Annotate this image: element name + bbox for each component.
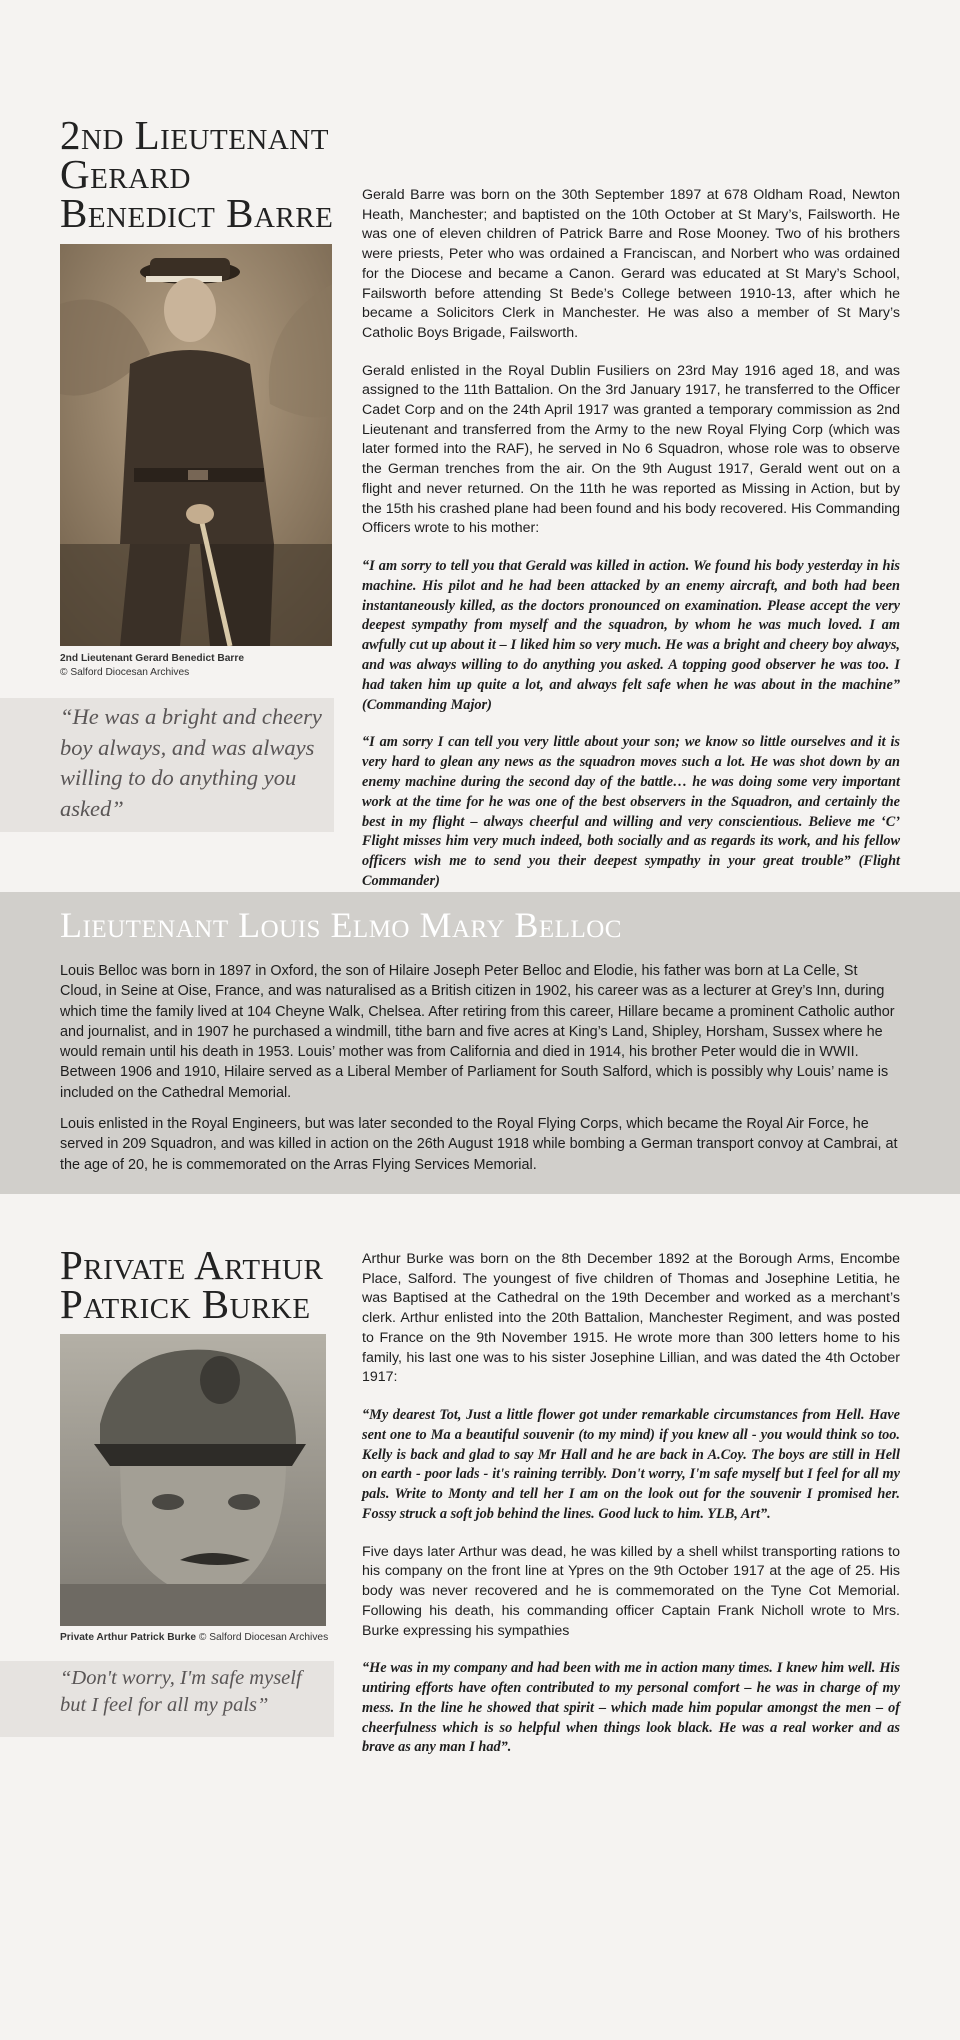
burke-photo bbox=[60, 1334, 326, 1626]
barre-quote-commanding-major: “I am sorry to tell you that Gerald was killed in action. We found his body yesterday in his machine. His pilot and he had been attacked by an enemy aircraft, and both had been instantaneously killed, as the doctors pronounced on examination. Please accept the very deepest sympathy from myself and the squadron, by whom he was much loved. I am awfully cut up about it – I liked him so very much. He was a bright and cheery boy always, and was always willing to do anything you asked. A topping good observer he was too. I had taken him up quite a lot, and always felt safe when he was about in the machine” (Commanding Major) bbox=[362, 557, 900, 713]
barre-photo bbox=[60, 244, 332, 646]
belloc-paragraph-2: Louis enlisted in the Royal Engineers, but was later seconded to the Royal Flying Corps, which became the Royal Air Force, he served in 209 Squadron, and was killed in action on the 26th August 1918 while bombing a German transport convoy at Cambrai, at the age of 20, he is commemorated on the Arras Flying Services Memorial. bbox=[60, 1116, 898, 1173]
burke-quote-captain: “He was in my company and had been with me in action many times. I knew him well. His untiring efforts have often contributed to my personal comfort – he was in charge of my mess. In the line he showed that spirit – which made him popular amongst the men – of cheerfulness which is so helpful when things look black. He was a real worker and as brave as any man I had”. bbox=[362, 1660, 900, 1756]
barre-quote-flight-commander: “I am sorry I can tell you very little about your son; we know so little ourselves and it is very hard to glean any news as the squadron moves such a lot. He was shot down by an enemy machine during the second day of the battle… he was doing some very important work at the time for he was one of the best observers in the Squadron, and certainly the best in my flight – always cheerful and willing and very conscientious. Believe me ‘C’ Flight misses him very much indeed, both socially and as regards its work, and his fellow officers wish me to send you their deepest sympathy in your great trouble” (Flight Commander) bbox=[362, 734, 900, 889]
burke-photo-caption bbox=[60, 1631, 350, 1645]
barre-title-line-3: Benedict Barre bbox=[60, 190, 334, 236]
barre-paragraph-1: Gerald Barre was born on the 30th September 1897 at 678 Oldham Road, Newton Heath, Manchester; and baptisted on the 10th October at St Mary’s, Failsworth. He was one of eleven children of Patrick Barre and Rose Mooney. Two of his brothers were priests, Peter who was ordained a Franciscan, and Norbert who was ordained for the Diocese and became a Canon. Gerard was educated at St Mary’s School, Failsworth before attending St Bede’s College between 1910-13, after which he became a Solicitors Clerk in Manchester. He was also a member of St Mary’s Catholic Boys Brigade, Failsworth. bbox=[362, 187, 900, 341]
barre-body bbox=[362, 186, 900, 910]
burke-title-line-1: Private Arthur bbox=[60, 1242, 324, 1288]
burke-caption-credit: © Salford Diocesan Archives bbox=[198, 1632, 329, 1643]
burke-pull-quote: “Don't worry, I'm safe myself but I feel for all my pals” bbox=[60, 1667, 302, 1716]
belloc-section bbox=[0, 892, 960, 1194]
barre-caption-name: 2nd Lieutenant Gerard Benedict Barre bbox=[60, 653, 244, 664]
belloc-paragraph-1: Louis Belloc was born in 1897 in Oxford, the son of Hilaire Joseph Peter Belloc and Elodie, his father was born at La Celle, St Cloud, in Seine at Oise, France, and was naturalised as a British citizen in 1902, his career was as a lecturer at Grey’s Inn, during which time the family lived at 104 Cheyne Walk, Chelsea. After retiring from this career, Hillare became a prominent Catholic author and journalist, and in 1907 he purchased a windmill, tithe barn and five acres at King’s Land, Shipley, Horsham, Sussex where he would remain until his death in 1953. Louis’ mother was from California and died in 1914, his brother Peter would die in WWII. Between 1906 and 1910, Hilaire served as a Liberal Member of Parliament for South Salford, which is possibly why Louis’ name is included on the Cathedral Memorial. bbox=[60, 963, 895, 1101]
burke-paragraph-1: Arthur Burke was born on the 8th December 1892 at the Borough Arms, Encombe Place, Salford. The youngest of five children of Thomas and Josephine Letitia, he was Baptised at the Cathedral on the 19th December and worked as a merchant’s clerk. Arthur enlisted into the 20th Battalion, Manchester Regiment, and was posted to France on the 9th November 1915. He wrote more than 300 letters home to his family, his last one was to his sister Josephine Lillian, and was dated the 4th October 1917: bbox=[362, 1251, 900, 1386]
burke-title bbox=[60, 1242, 360, 1327]
burke-title-line-2: Patrick Burke bbox=[60, 1281, 311, 1327]
burke-pull-quote-box bbox=[0, 1661, 334, 1737]
barre-pull-quote-box bbox=[0, 698, 334, 832]
burke-caption-name: Private Arthur Patrick Burke bbox=[60, 1632, 197, 1643]
barre-paragraph-2: Gerald enlisted in the Royal Dublin Fusiliers on 23rd May 1916 aged 18, and was assigned to the 11th Battalion. On the 3rd January 1917, he transferred to the Officer Cadet Corp and on the 24th April 1917 was granted a temporary commission as 2nd Lieutenant and transferred from the Army to the new Royal Flying Corp (which was later formed into the RAF), he served in No 6 Squadron, whose role was to observe the German trenches from the air. On the 9th August 1917, Gerald went out on a flight and never returned. On the 11th he was reported as Missing in Action, but by the 15th his crashed plane had been found and his body recovered. His Commanding Officers wrote to his mother: bbox=[362, 362, 900, 537]
barre-pull-quote: “He was a bright and cheery boy always, and was always willing to do anything you asked” bbox=[60, 704, 322, 821]
belloc-body bbox=[60, 961, 900, 1186]
barre-title-line-1: 2nd Lieutenant bbox=[60, 112, 329, 158]
barre-title bbox=[60, 112, 360, 236]
barre-photo-caption bbox=[60, 652, 340, 679]
barre-title-line-2: Gerard bbox=[60, 151, 191, 197]
burke-paragraph-2: Five days later Arthur was dead, he was killed by a shell whilst transporting rations to his company on the front line at Ypres on the 9th October 1917 at the age of 25. His body was never recovered and he is commemorated on the Tyne Cot Memorial. Following his death, his commanding officer Captain Frank Nicholl wrote to Mrs. Burke expressing his sympathies bbox=[362, 1543, 900, 1639]
burke-quote-letter: “My dearest Tot, Just a little flower got under remarkable circumstances from Hell. Have sent one to Ma a beautiful souvenir (to my mind) if you knew all - you would think so too. Kelly is back and glad to say Mr Hall and he are back in A.Coy. The boys are still in Hell on earth - poor lads - it's raining terribly. Don't worry, I'm safe myself but I feel for all my pals. Write to Monty and tell her I am on the look out for the souvenir I promised her. Fossy struck a soft job behind the lines. Good luck to him. YLB, Art”. bbox=[362, 1406, 900, 1522]
burke-body bbox=[362, 1250, 900, 1776]
belloc-title: Lieutenant Louis Elmo Mary Belloc bbox=[60, 905, 622, 945]
barre-caption-credit: © Salford Diocesan Archives bbox=[60, 666, 190, 678]
